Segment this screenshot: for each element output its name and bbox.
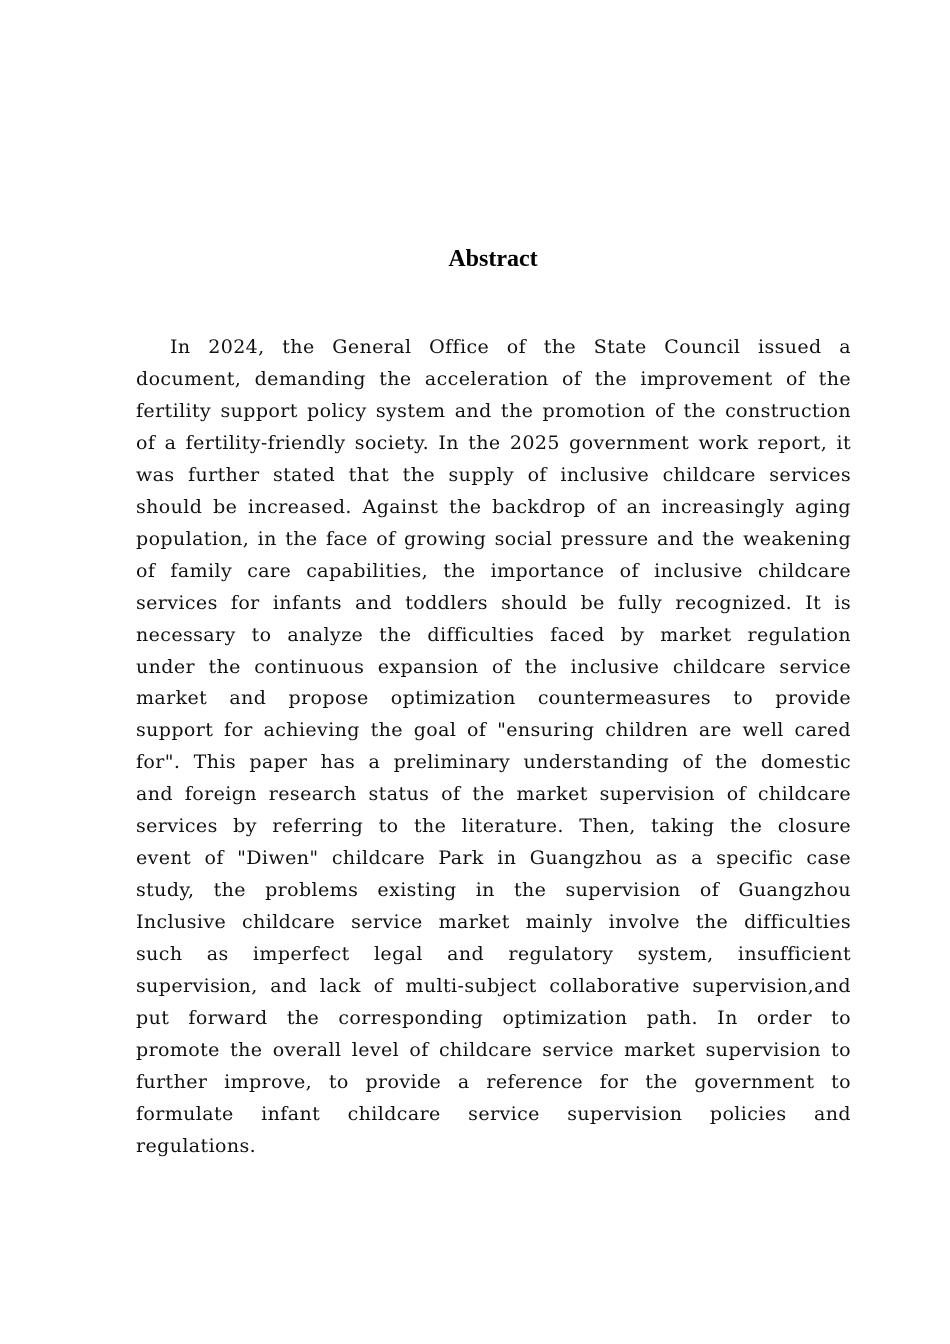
page-title: Abstract [448, 246, 538, 272]
abstract-paragraph: In 2024, the General Office of the State Council issued a document, demanding the acceleration of the improvement of the fertility support policy system and the promotion of the construction of a fertility-friendly society. In the 2025 government work report, it was further stated that the supply of inclusive childcare services should be increased. Against the backdrop of an increasingly aging population, in the face of growing social pressure and the weakening of family care capabilities, the importance of inclusive childcare services for infants and toddlers should be fully recognized. It is necessary to analyze the difficulties faced by market regulation under the continuous expansion of the inclusive childcare service market and propose optimization countermeasures to provide support for achieving the goal of "ensuring children are well cared for". This paper has a preliminary understanding of the domestic and foreign research status of the market supervision of childcare services by referring to the literature. Then, taking the closure event of "Diwen" childcare Park in Guangzhou as a specific case study, the problems existing in the supervision of Guangzhou Inclusive childcare service market mainly involve the difficulties such as imperfect legal and regulatory system, insufficient supervision, and lack of multi-subject collaborative supervision,and put forward the corresponding optimization path. In order to promote the overall level of childcare service market supervision to further improve, to provide a reference for the government to formulate infant childcare service supervision policies and regulations. [136, 336, 852, 1157]
